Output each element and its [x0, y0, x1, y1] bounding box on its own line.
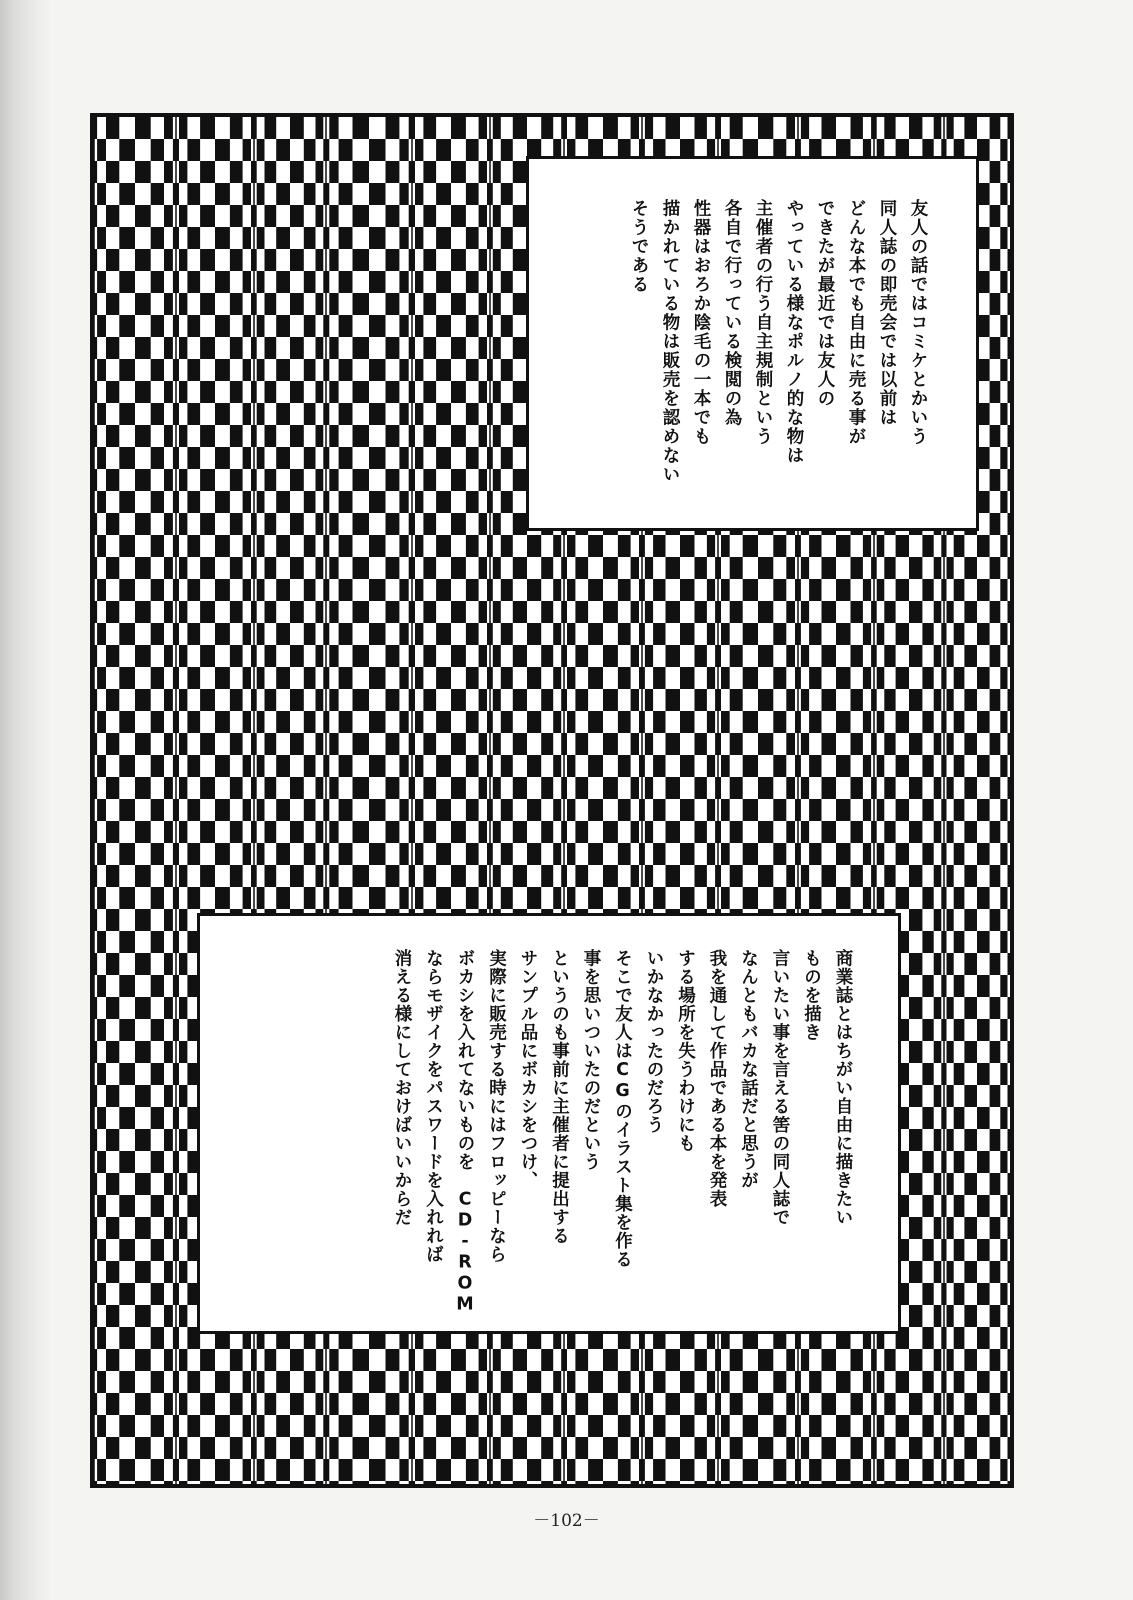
text-line: 商業誌とはちがい自由に描きたい	[833, 949, 853, 1227]
text-line: やっている様なポルノ的な物は	[784, 199, 804, 465]
text-line: というのも事前に主催者に提出する	[549, 949, 570, 1245]
text-line: 消える様にしておけばいいからだ	[392, 949, 412, 1227]
text-box-top	[526, 156, 979, 531]
text-line: いかなかったのだろう	[644, 949, 664, 1134]
text-line: ボカシを入れてないものを CD-ROM	[455, 949, 475, 1316]
checker-frame	[90, 113, 1014, 1488]
text-line: する場所を失うわけにも	[675, 949, 696, 1153]
scan-edge-shadow	[0, 0, 52, 1600]
text-line: 各自で行っている検閲の為	[722, 199, 742, 427]
text-line: 実際に販売する時にはフロッピーなら	[486, 949, 507, 1264]
text-box-bottom	[197, 913, 901, 1334]
text-line: どんな本でも自由に売る事が	[846, 199, 866, 446]
text-line: なんともバカな話だと思うが	[738, 949, 759, 1190]
text-line: そこで友人はCGのイラスト集を作る	[612, 949, 633, 1269]
text-line: 主催者の行う自主規制という	[753, 199, 773, 446]
page-number: －102－	[533, 1511, 600, 1531]
text-line: 描かれている物は販売を認めない	[660, 199, 680, 484]
text-box-bottom-body	[386, 949, 859, 1319]
text-line: 言いたい事を言える筈の同人誌で	[770, 949, 790, 1227]
text-line: ならモザイクをパスワードを入れれば	[423, 949, 444, 1264]
text-line: 性器はおろか陰毛の一本でも	[691, 199, 711, 446]
text-line: ものを描き	[801, 949, 822, 1042]
text-line: サンプル品にボカシをつけ、	[518, 949, 538, 1190]
text-line: そうである	[629, 199, 649, 294]
text-box-top-body	[623, 199, 933, 519]
text-line: 同人誌の即売会では以前は	[877, 199, 897, 427]
text-line: 我を通して作品である本を発表	[707, 949, 727, 1208]
text-line: 事を思いついたのだという	[581, 949, 601, 1171]
text-line: できたが最近では友人の	[815, 199, 835, 408]
text-line: 友人の話ではコミケとかいう	[908, 199, 928, 446]
